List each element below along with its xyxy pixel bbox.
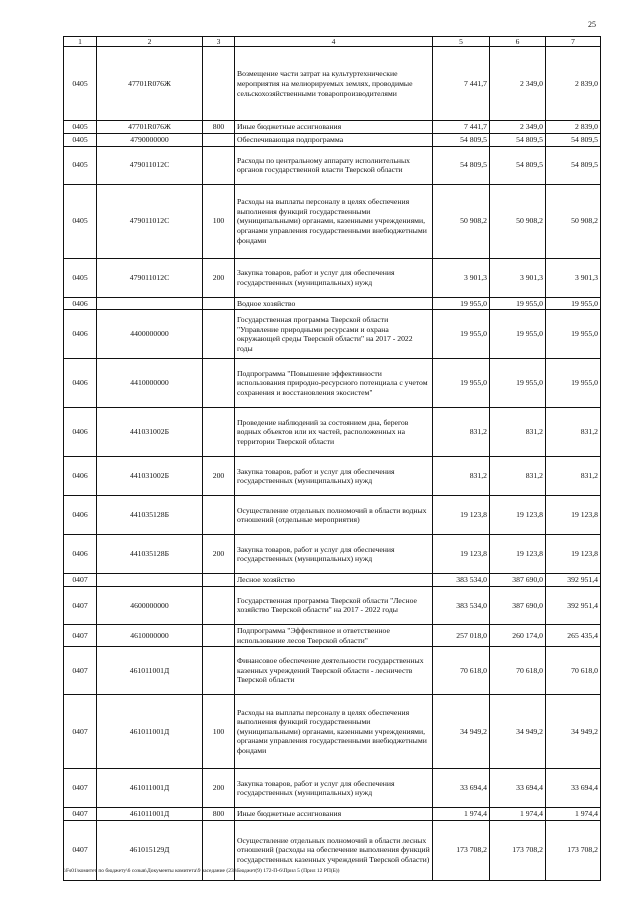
- item-name-cell: Расходы на выплаты персоналу в целях обеспечения выполнения функций государственными (муниципальными) органами, казенными учреждениями, органами управления государственными внебюджетными фондами: [235, 184, 433, 258]
- amount-2019-cell: 2 839,0: [546, 121, 601, 134]
- table-row: [64, 535, 601, 574]
- expense-type-cell: [203, 647, 235, 695]
- column-header-3: 3: [203, 37, 235, 47]
- item-name-cell: Водное хозяйство: [235, 297, 433, 310]
- table-row: [64, 47, 601, 121]
- table-row: [64, 586, 601, 624]
- expense-type-cell: [203, 408, 235, 457]
- amount-2017-cell: 3 901,3: [433, 258, 490, 297]
- amount-2019-cell: 19 955,0: [546, 359, 601, 408]
- page-number: 25: [588, 20, 596, 29]
- section-code-cell: 0406: [64, 359, 97, 408]
- expense-type-cell: 800: [203, 121, 235, 134]
- target-item-code-cell: 4610000000: [97, 624, 203, 646]
- amount-2019-cell: 831,2: [546, 457, 601, 496]
- section-code-cell: 0405: [64, 146, 97, 184]
- table-row: [64, 574, 601, 587]
- target-item-code-cell: [97, 297, 203, 310]
- expense-type-cell: 100: [203, 695, 235, 769]
- amount-2019-cell: 265 435,4: [546, 624, 601, 646]
- amount-2019-cell: 33 694,4: [546, 769, 601, 808]
- section-code-cell: 0406: [64, 297, 97, 310]
- expense-type-cell: [203, 47, 235, 121]
- amount-2018-cell: 831,2: [490, 408, 546, 457]
- column-header-7: 7: [546, 37, 601, 47]
- table-row: [64, 258, 601, 297]
- amount-2018-cell: 260 174,0: [490, 624, 546, 646]
- amount-2017-cell: 19 123,8: [433, 496, 490, 535]
- column-header-5: 5: [433, 37, 490, 47]
- item-name-cell: Закупка товаров, работ и услуг для обеспечения государственных (муниципальных) нужд: [235, 258, 433, 297]
- target-item-code-cell: 441031002Б: [97, 408, 203, 457]
- amount-2017-cell: 1 974,4: [433, 808, 490, 821]
- file-path-footer: \\Fs01\комитет по бюджету\6 созыв\Документы комитета\9 заседание (23)\Бюджет(9) 172-П-6\Прил 5 (Прил 12 РП(Б)): [63, 868, 340, 874]
- amount-2017-cell: 831,2: [433, 408, 490, 457]
- amount-2018-cell: 19 123,8: [490, 496, 546, 535]
- section-code-cell: 0406: [64, 535, 97, 574]
- section-code-cell: 0407: [64, 574, 97, 587]
- amount-2019-cell: 19 955,0: [546, 310, 601, 359]
- section-code-cell: 0407: [64, 586, 97, 624]
- section-code-cell: 0405: [64, 258, 97, 297]
- item-name-cell: Подпрограмма "Повышение эффективности использования природно-ресурсного потенциала с учетом сохранения и восстановления экосистем": [235, 359, 433, 408]
- section-code-cell: 0407: [64, 695, 97, 769]
- table-row: [64, 496, 601, 535]
- amount-2018-cell: 2 349,0: [490, 121, 546, 134]
- amount-2019-cell: 173 708,2: [546, 820, 601, 880]
- item-name-cell: Осуществление отдельных полномочий в области водных отношений (отдельные мероприятия): [235, 496, 433, 535]
- amount-2018-cell: 3 901,3: [490, 258, 546, 297]
- target-item-code-cell: 461015129Д: [97, 820, 203, 880]
- target-item-code-cell: 4600000000: [97, 586, 203, 624]
- amount-2018-cell: 19 955,0: [490, 297, 546, 310]
- section-code-cell: 0407: [64, 820, 97, 880]
- expense-type-cell: [203, 624, 235, 646]
- amount-2017-cell: 383 534,0: [433, 574, 490, 587]
- section-code-cell: 0406: [64, 457, 97, 496]
- column-header-1: 1: [64, 37, 97, 47]
- amount-2018-cell: 387 690,0: [490, 586, 546, 624]
- column-header-4: 4: [235, 37, 433, 47]
- amount-2019-cell: 70 618,0: [546, 647, 601, 695]
- amount-2018-cell: 387 690,0: [490, 574, 546, 587]
- table-row: [64, 184, 601, 258]
- item-name-cell: Обеспечивающая подпрограмма: [235, 134, 433, 147]
- amount-2019-cell: 3 901,3: [546, 258, 601, 297]
- expense-type-cell: [203, 574, 235, 587]
- expense-type-cell: [203, 586, 235, 624]
- expense-type-cell: [203, 146, 235, 184]
- amount-2017-cell: 19 123,8: [433, 535, 490, 574]
- section-code-cell: 0407: [64, 769, 97, 808]
- expense-type-cell: 200: [203, 535, 235, 574]
- section-code-cell: 0407: [64, 647, 97, 695]
- item-name-cell: Возмещение части затрат на культуртехнические мероприятия на мелиорируемых землях, проводимые сельскохозяйственными товаропроизводителями: [235, 47, 433, 121]
- table-row: [64, 121, 601, 134]
- target-item-code-cell: 461011001Д: [97, 647, 203, 695]
- section-code-cell: 0406: [64, 496, 97, 535]
- table-row: [64, 134, 601, 147]
- table-row: [64, 647, 601, 695]
- table-row: [64, 457, 601, 496]
- amount-2018-cell: 19 955,0: [490, 310, 546, 359]
- amount-2017-cell: 70 618,0: [433, 647, 490, 695]
- item-name-cell: Подпрограмма "Эффективное и ответственное использование лесов Тверской области": [235, 624, 433, 646]
- amount-2017-cell: 54 809,5: [433, 134, 490, 147]
- amount-2018-cell: 50 908,2: [490, 184, 546, 258]
- amount-2017-cell: 257 018,0: [433, 624, 490, 646]
- amount-2017-cell: 54 809,5: [433, 146, 490, 184]
- target-item-code-cell: 4410000000: [97, 359, 203, 408]
- item-name-cell: Закупка товаров, работ и услуг для обеспечения государственных (муниципальных) нужд: [235, 769, 433, 808]
- amount-2019-cell: 2 839,0: [546, 47, 601, 121]
- expense-type-cell: [203, 310, 235, 359]
- item-name-cell: Иные бюджетные ассигнования: [235, 808, 433, 821]
- table-row: [64, 769, 601, 808]
- amount-2017-cell: 7 441,7: [433, 47, 490, 121]
- amount-2018-cell: 33 694,4: [490, 769, 546, 808]
- section-code-cell: 0407: [64, 808, 97, 821]
- item-name-cell: Осуществление отдельных полномочий в области лесных отношений (расходы на обеспечение выполнения функций государственных казенных учреждений Тверской области): [235, 820, 433, 880]
- item-name-cell: Финансовое обеспечение деятельности государственных казенных учреждений Тверской области - лесничеств Тверской области: [235, 647, 433, 695]
- item-name-cell: Иные бюджетные ассигнования: [235, 121, 433, 134]
- section-code-cell: 0406: [64, 408, 97, 457]
- amount-2018-cell: 19 123,8: [490, 535, 546, 574]
- table-row: [64, 808, 601, 821]
- section-code-cell: 0405: [64, 134, 97, 147]
- amount-2017-cell: 831,2: [433, 457, 490, 496]
- target-item-code-cell: 479011012С: [97, 184, 203, 258]
- amount-2019-cell: 19 955,0: [546, 297, 601, 310]
- table-row: [64, 624, 601, 646]
- expense-type-cell: 800: [203, 808, 235, 821]
- table-row: [64, 297, 601, 310]
- table-row: [64, 359, 601, 408]
- amount-2018-cell: 19 955,0: [490, 359, 546, 408]
- item-name-cell: Проведение наблюдений за состоянием дна, берегов водных объектов или их частей, расположенных на территории Тверской области: [235, 408, 433, 457]
- table-row: [64, 310, 601, 359]
- expense-type-cell: 200: [203, 457, 235, 496]
- amount-2017-cell: 19 955,0: [433, 297, 490, 310]
- table-row: [64, 408, 601, 457]
- target-item-code-cell: 461011001Д: [97, 808, 203, 821]
- amount-2017-cell: 19 955,0: [433, 359, 490, 408]
- amount-2017-cell: 19 955,0: [433, 310, 490, 359]
- section-code-cell: 0406: [64, 310, 97, 359]
- target-item-code-cell: 479011012С: [97, 146, 203, 184]
- expense-type-cell: 100: [203, 184, 235, 258]
- section-code-cell: 0405: [64, 184, 97, 258]
- amount-2018-cell: 2 349,0: [490, 47, 546, 121]
- table-body: [64, 47, 601, 880]
- budget-table: [63, 36, 601, 881]
- item-name-cell: Расходы на выплаты персоналу в целях обеспечения выполнения функций государственными (муниципальными) органами, казенными учреждениями, органами управления государственными внебюджетными фондами: [235, 695, 433, 769]
- section-code-cell: 0405: [64, 47, 97, 121]
- item-name-cell: Государственная программа Тверской области "Управление природными ресурсами и охрана окружающей среды Тверской области" на 2017 - 2022 годы: [235, 310, 433, 359]
- target-item-code-cell: 441035128Б: [97, 535, 203, 574]
- target-item-code-cell: 47701R076Ж: [97, 47, 203, 121]
- target-item-code-cell: 4400000000: [97, 310, 203, 359]
- target-item-code-cell: 441031002Б: [97, 457, 203, 496]
- expense-type-cell: [203, 496, 235, 535]
- amount-2019-cell: 19 123,8: [546, 535, 601, 574]
- expense-type-cell: [203, 359, 235, 408]
- target-item-code-cell: 461011001Д: [97, 695, 203, 769]
- target-item-code-cell: 461011001Д: [97, 769, 203, 808]
- table-header: [64, 37, 601, 47]
- amount-2018-cell: 54 809,5: [490, 146, 546, 184]
- amount-2017-cell: 383 534,0: [433, 586, 490, 624]
- item-name-cell: Государственная программа Тверской области "Лесное хозяйство Тверской области" на 2017 - 2022 годы: [235, 586, 433, 624]
- amount-2019-cell: 19 123,8: [546, 496, 601, 535]
- target-item-code-cell: [97, 574, 203, 587]
- expense-type-cell: [203, 297, 235, 310]
- amount-2019-cell: 831,2: [546, 408, 601, 457]
- item-name-cell: Лесное хозяйство: [235, 574, 433, 587]
- target-item-code-cell: 4790000000: [97, 134, 203, 147]
- amount-2018-cell: 34 949,2: [490, 695, 546, 769]
- amount-2018-cell: 831,2: [490, 457, 546, 496]
- table-row: [64, 695, 601, 769]
- expense-type-cell: 200: [203, 258, 235, 297]
- item-name-cell: Закупка товаров, работ и услуг для обеспечения государственных (муниципальных) нужд: [235, 535, 433, 574]
- amount-2018-cell: 54 809,5: [490, 134, 546, 147]
- item-name-cell: Закупка товаров, работ и услуг для обеспечения государственных (муниципальных) нужд: [235, 457, 433, 496]
- amount-2017-cell: 50 908,2: [433, 184, 490, 258]
- amount-2017-cell: 7 441,7: [433, 121, 490, 134]
- table-row: [64, 146, 601, 184]
- amount-2018-cell: 173 708,2: [490, 820, 546, 880]
- amount-2019-cell: 54 809,5: [546, 134, 601, 147]
- amount-2019-cell: 392 951,4: [546, 574, 601, 587]
- amount-2018-cell: 70 618,0: [490, 647, 546, 695]
- amount-2017-cell: 34 949,2: [433, 695, 490, 769]
- amount-2019-cell: 34 949,2: [546, 695, 601, 769]
- target-item-code-cell: 479011012С: [97, 258, 203, 297]
- expense-type-cell: [203, 134, 235, 147]
- amount-2019-cell: 54 809,5: [546, 146, 601, 184]
- section-code-cell: 0405: [64, 121, 97, 134]
- column-header-6: 6: [490, 37, 546, 47]
- amount-2019-cell: 392 951,4: [546, 586, 601, 624]
- target-item-code-cell: 47701R076Ж: [97, 121, 203, 134]
- amount-2019-cell: 50 908,2: [546, 184, 601, 258]
- amount-2017-cell: 33 694,4: [433, 769, 490, 808]
- amount-2017-cell: 173 708,2: [433, 820, 490, 880]
- target-item-code-cell: 441035128Б: [97, 496, 203, 535]
- amount-2019-cell: 1 974,4: [546, 808, 601, 821]
- item-name-cell: Расходы по центральному аппарату исполнительных органов государственной власти Тверской области: [235, 146, 433, 184]
- column-number-row: [64, 37, 601, 47]
- amount-2018-cell: 1 974,4: [490, 808, 546, 821]
- section-code-cell: 0407: [64, 624, 97, 646]
- column-header-2: 2: [97, 37, 203, 47]
- expense-type-cell: 200: [203, 769, 235, 808]
